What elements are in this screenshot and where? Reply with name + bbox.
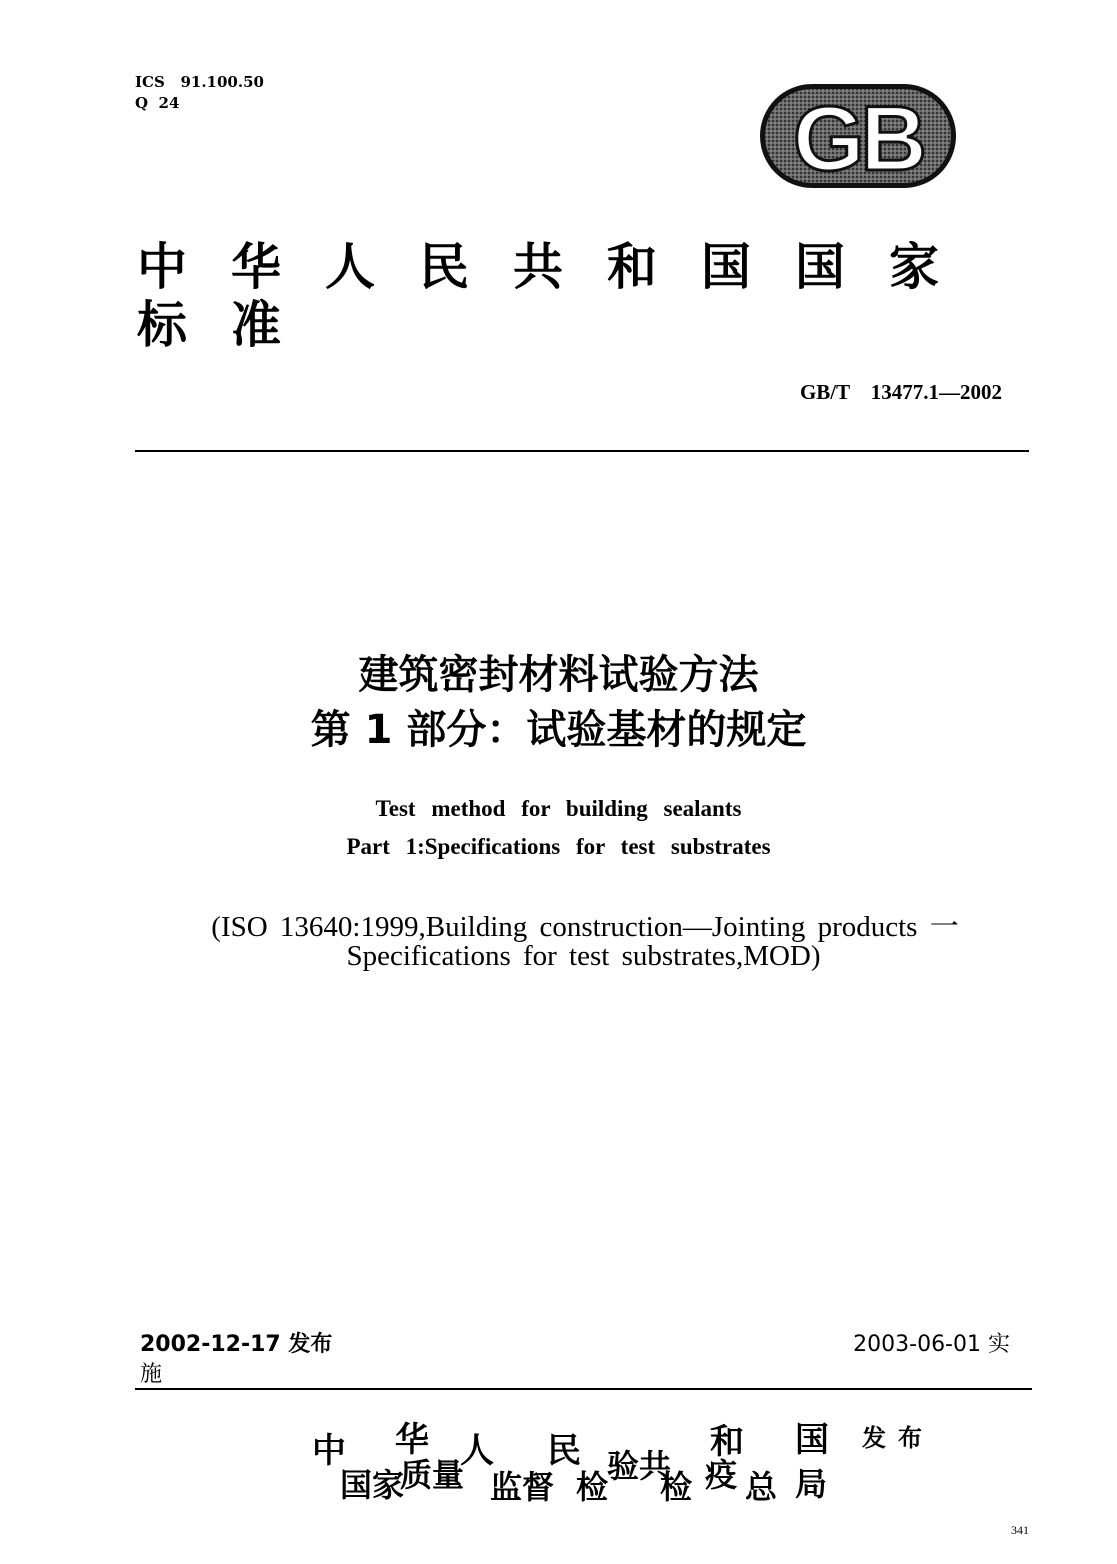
issuer-segment: 质量 <box>400 1456 465 1494</box>
issuer-segment: 疫 <box>705 1456 738 1494</box>
issuer-segment: 检 <box>660 1468 693 1506</box>
classification-codes <box>135 72 264 114</box>
ics-code: ICS 91.100.50 <box>135 73 264 91</box>
chinese-title-line-2: 第 1 部分：试验基材的规定 <box>310 707 807 753</box>
issuer-segment: 检 <box>576 1468 609 1506</box>
issuer-char: 华 <box>395 1420 429 1460</box>
gb-logo <box>760 84 956 188</box>
ccs-code: Q 24 <box>135 94 180 112</box>
issuer-segment: 验共 <box>607 1447 672 1485</box>
publish-label: 发布 <box>862 1424 934 1452</box>
iso-reference-line-2: Specifications for test substrates,MOD) <box>346 940 821 972</box>
issue-date: 2002-12-17 发布 <box>140 1332 333 1357</box>
page-number: 341 <box>1011 1523 1029 1537</box>
issuer-segment: 监督 <box>490 1468 555 1506</box>
english-title-line-2: Part 1:Specifications for test substrates <box>346 834 771 859</box>
implementation-date-wrap: 施 <box>140 1362 163 1387</box>
iso-reference-line-1: (ISO 13640:1999,Building construction—Jointing products 一 <box>211 911 959 943</box>
issuer-char: 和 <box>710 1422 744 1462</box>
issuer-segment: 总 <box>745 1468 778 1506</box>
chinese-title-line-1: 建筑密封材料试验方法 <box>358 652 759 698</box>
issuer-char: 人 <box>460 1431 494 1471</box>
national-standard-heading: 中华人民共和国国家标准 <box>137 238 983 354</box>
standard-number: GB/T 13477.1—2002 <box>799 380 1002 404</box>
issuer-segment: 国家 <box>340 1466 405 1504</box>
svg-text:GB: GB <box>793 88 923 188</box>
issuer-char: 民 <box>547 1431 581 1471</box>
issuer-segment: 局 <box>795 1465 828 1503</box>
header-divider <box>135 450 1029 452</box>
english-title-line-1: Test method for building sealants <box>375 796 742 821</box>
issuer-char: 中 <box>312 1431 346 1471</box>
footer-divider <box>135 1388 1032 1390</box>
implementation-date: 2003-06-01 实 <box>853 1332 1010 1357</box>
issuer-char: 国 <box>795 1420 829 1460</box>
